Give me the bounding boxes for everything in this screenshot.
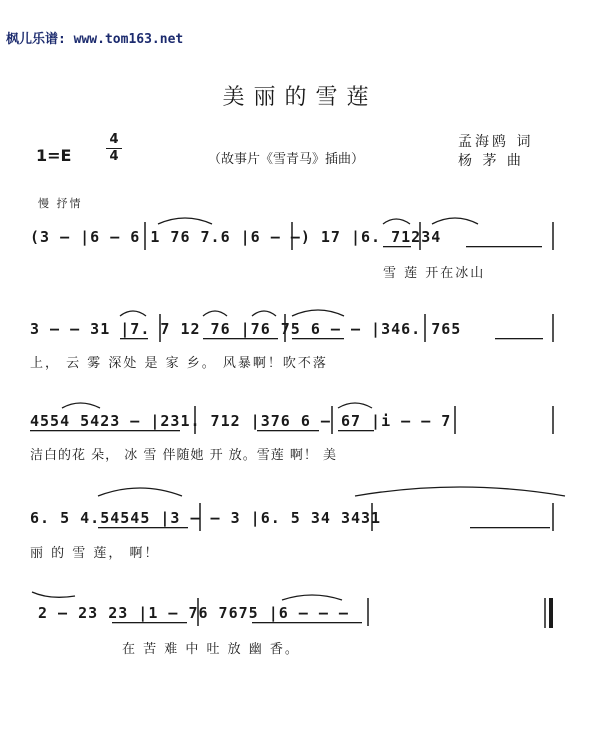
slur-mark xyxy=(282,595,342,600)
beam-underline xyxy=(495,338,543,339)
tempo-marking: 慢 抒情 xyxy=(38,197,83,210)
notation-line-3: 4554 5423 — |231. 712 |376 6 — 67 |i — — 7 xyxy=(30,412,452,430)
beam-underline xyxy=(470,527,550,528)
beam-underline xyxy=(120,338,148,339)
beam-underline xyxy=(383,246,411,247)
time-signature xyxy=(106,133,122,164)
beam-underline xyxy=(30,430,180,431)
lyrics-line-4: 丽 的 雪 莲， 啊！ xyxy=(30,546,160,561)
beam-underline xyxy=(292,338,344,339)
lyrics-line-3: 洁白的花 朵， 冰 雪 伴随她 开 放。雪莲 啊！ 美 xyxy=(30,448,338,463)
slur-mark xyxy=(32,592,75,597)
lyrics-line-5: 在 苦 难 中 吐 放 幽 香。 xyxy=(122,642,300,657)
slur-mark xyxy=(355,487,565,496)
slur-mark xyxy=(338,403,372,408)
lyrics-line-2: 上， 云 雾 深处 是 家 乡。 风暴啊！吹不落 xyxy=(30,356,328,371)
meter-top: 4 xyxy=(109,132,119,147)
notation-line-1: (3 — |6 — 6 1 76 7.6 |6 — —) 17 |6. 71234 xyxy=(30,228,442,246)
beam-underline xyxy=(257,430,319,431)
slur-mark xyxy=(120,311,146,316)
meter-bottom: 4 xyxy=(109,149,119,164)
lyrics-line-1: 雪 莲 开在冰山 xyxy=(383,266,486,281)
slur-mark xyxy=(252,311,276,316)
notation-line-4: 6. 5 4.54545 |3 — — 3 |6. 5 34 3431 xyxy=(30,509,382,527)
beam-underline xyxy=(466,246,542,247)
slur-mark xyxy=(158,218,212,224)
site-watermark: 枫儿乐谱: www.tom163.net xyxy=(6,32,184,47)
slur-mark xyxy=(203,311,227,316)
notation-line-5: 2 — 23 23 |1 — 76 7675 |6 — — — xyxy=(38,604,349,622)
song-title: 美丽的雪莲 xyxy=(222,85,378,110)
slur-mark xyxy=(432,218,478,224)
key-signature: 1=E xyxy=(36,146,72,165)
beam-underline xyxy=(252,622,362,623)
slur-mark xyxy=(383,219,410,224)
beam-underline xyxy=(112,622,187,623)
composer-credit: 杨 茅 曲 xyxy=(458,153,524,169)
slur-mark xyxy=(62,403,100,408)
final-barline-thick xyxy=(549,598,553,628)
beam-underline xyxy=(98,527,188,528)
subtitle: （故事片《雪青马》插曲） xyxy=(208,152,365,167)
lyricist-credit: 孟海鸥 词 xyxy=(458,134,534,150)
beam-underline xyxy=(203,338,278,339)
notation-line-2: 3 — — 31 |7. 7 12 76 |76 75 6 — — |346. 765 xyxy=(30,320,462,338)
slur-mark xyxy=(292,310,344,316)
slur-mark xyxy=(98,488,182,496)
beam-underline xyxy=(338,430,374,431)
